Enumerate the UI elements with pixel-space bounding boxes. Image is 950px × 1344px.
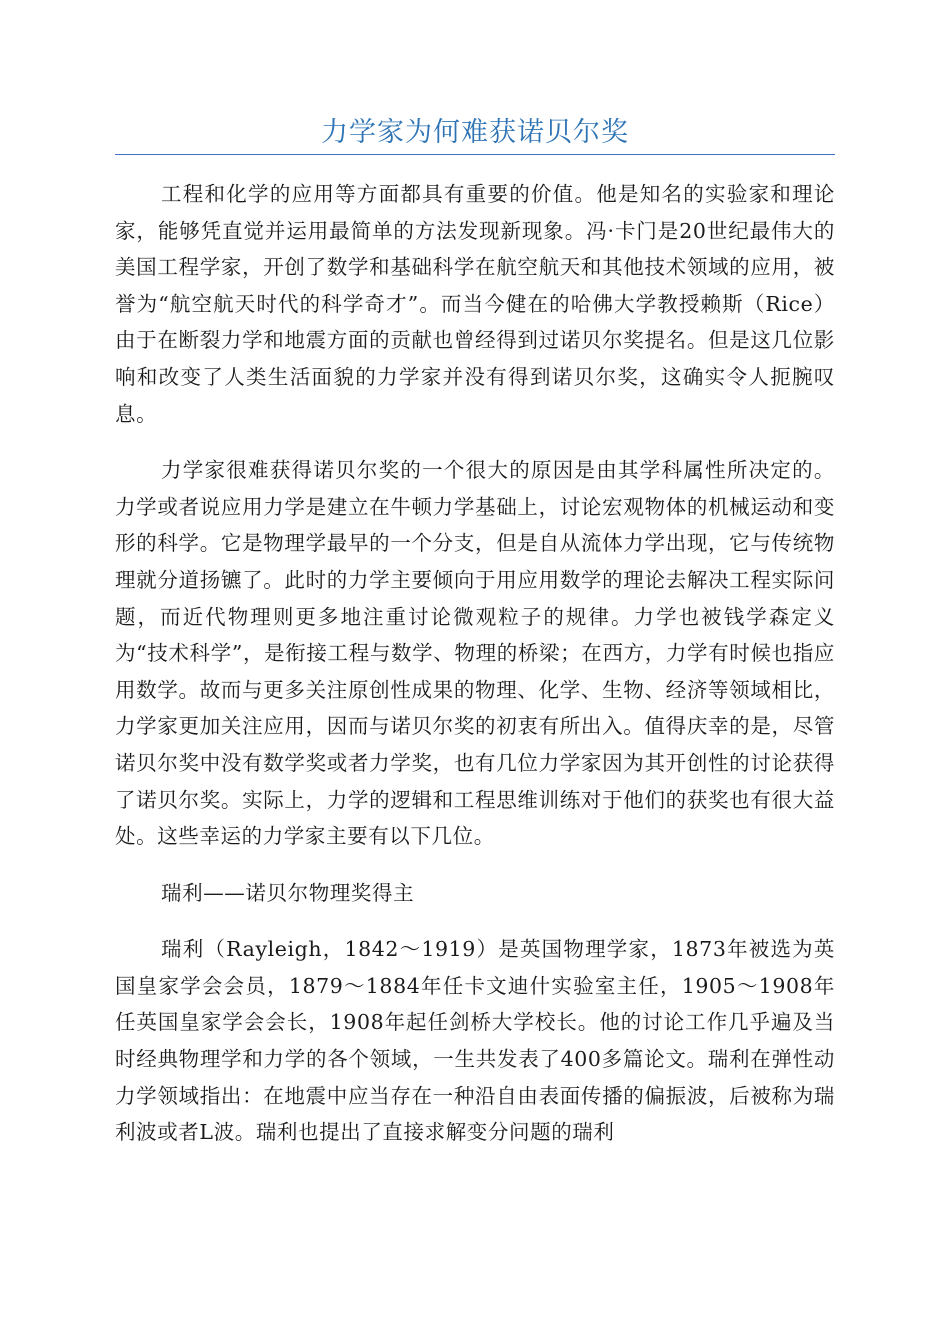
document-body [115,176,835,1171]
section-heading-rayleigh: 瑞利——诺贝尔物理奖得主 [161,880,415,905]
paragraph-intro: 工程和化学的应用等方面都具有重要的价值。他是知名的实验家和理论家，能够凭直觉并运用最简单的方法发现新现象。冯·卡门是20世纪最伟大的美国工程学家，开创了数学和基础科学在航空航天和其他技术领域的应用，被誉为“航空航天时代的科学奇才”。而当今健在的哈佛大学教授赖斯（Rice）由于在断裂力学和地震方面的贡献也曾经得到过诺贝尔奖提名。但是这几位影响和改变了人类生活面貌的力学家并没有得到诺贝尔奖，这确实令人扼腕叹息。 [115,182,835,426]
paragraph-reason: 力学家很难获得诺贝尔奖的一个很大的原因是由其学科属性所决定的。力学或者说应用力学是建立在牛顿力学基础上，讨论宏观物体的机械运动和变形的科学。它是物理学最早的一个分支，但是自从流体力学出现，它与传统物理就分道扬镳了。此时的力学主要倾向于用应用数学的理论去解决工程实际问题，而近代物理则更多地注重讨论微观粒子的规律。力学也被钱学森定义为“技术科学”，是衔接工程与数学、物理的桥梁；在西方，力学有时候也指应用数学。故而与更多关注原创性成果的物理、化学、生物、经济等领域相比，力学家更加关注应用，因而与诺贝尔奖的初衷有所出入。值得庆幸的是，尽管诺贝尔奖中没有数学奖或者力学奖，也有几位力学家因为其开创性的讨论获得了诺贝尔奖。实际上，力学的逻辑和工程思维训练对于他们的获奖也有很大益处。这些幸运的力学家主要有以下几位。 [115,458,835,849]
title-underline [115,154,835,155]
paragraph-rayleigh: 瑞利（Rayleigh，1842～1919）是英国物理学家，1873年被选为英国皇家学会会员，1879～1884年任卡文迪什实验室主任，1905～1908年任英国皇家学会会长，1908年起任剑桥大学校长。他的讨论工作几乎遍及当时经典物理学和力学的各个领域，一生共发表了400多篇论文。瑞利在弹性动力学领域指出：在地震中应当存在一种沿自由表面传播的偏振波，后被称为瑞利波或者L波。瑞利也提出了直接求解变分问题的瑞利 [115,937,835,1145]
page-title: 力学家为何难获诺贝尔奖 [321,117,629,148]
